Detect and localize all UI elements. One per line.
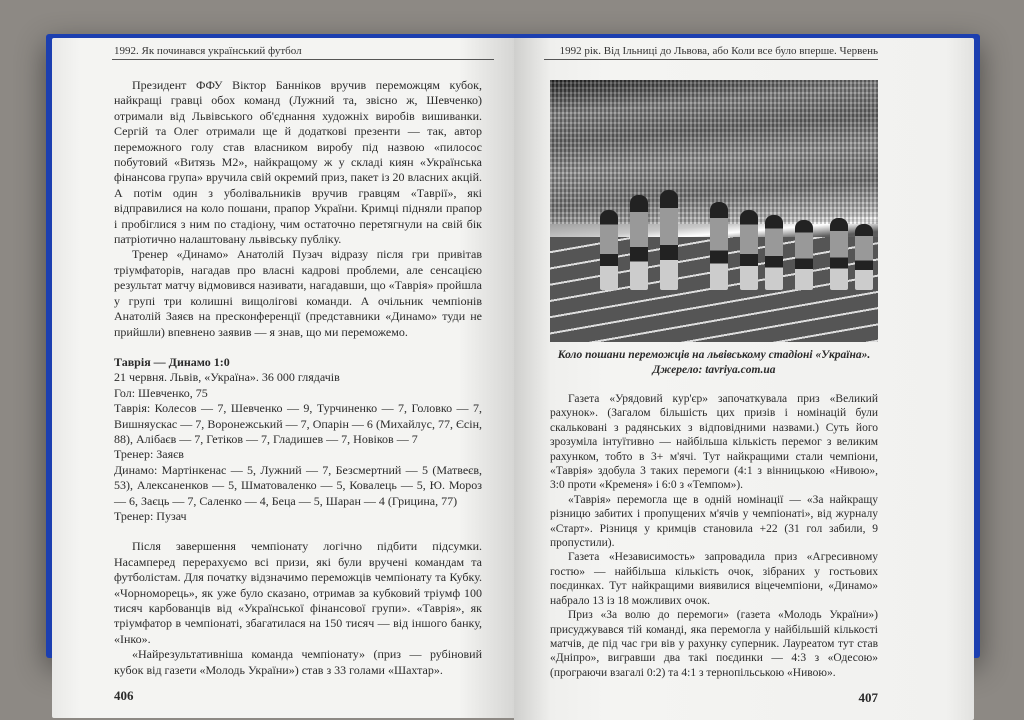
body-text — [114, 78, 482, 678]
paragraph: Газета «Урядовий кур'єр» започаткувала приз «Великий рахунок». (Загалом більшість цих призів і номінацій були скальковані з радянських з відповідними назвами.) Суть його зрозуміла інтуїтивно — найбільша кількість перемог з великим рахунком, тобто в 3+ м'ячі. Тут найкращими стали чемпіони, «Таврія» здобула 3 таких перемоги (4:1 з вінницькою «Нивою», 3:0 проти «Кременя» і 6:0 з «Темпом»). — [550, 393, 878, 492]
paragraph: «Найрезультативніша команда чемпіонату» (приз — рубіновий кубок від газети «Молодь України») став з 33 голами «Шахтар». — [114, 647, 482, 677]
left-page — [52, 38, 514, 718]
photo-caption — [550, 348, 878, 378]
paragraph: Приз «За волю до перемоги» (газета «Молодь України») присуджувався тій команді, яка перемогла у найбільшій кількості матчів, де під час гри вів у рахунку суперник. Лауреатом тут став «Дніпро», вигравши два такі поєдинки — 4:3 з «Одесою» (програючи взагалі 0:2) та 4:1 з тернопільською «Нивою». — [550, 609, 878, 679]
match-line: Гол: Шевченко, 75 — [114, 385, 208, 400]
paragraph: «Таврія» перемогла ще в одній номінації — «За найкращу різницю забитих і пропущених м'ячів у чемпіонаті», від журналу «Старт». Різниця у кримців становила +22 (31 гол забили, 9 пропустили). — [550, 493, 878, 550]
page-number: 407 — [858, 690, 878, 706]
paragraph: Після завершення чемпіонату логічно підбити підсумки. Насамперед перерахуємо всі призи, які були вручені командам та футболістам. Для початку відзначимо переможців чемпіонату та Кубку. «Чорноморець», як уже було сказано, отримав за кубковий тріумф 100 тисяч карбованців від «Української фінансової групи». «Таврія», як тріумфатор в чемпіонаті, збагатилася на 150 тисяч — від іншого банку, «Інко». — [114, 539, 482, 646]
paragraph: Президент ФФУ Віктор Банніков вручив переможцям кубок, найкращі гравці обох команд (Лужний та, звісно ж, Шевченко) отримали від Львівського об'єднання художніх виробів вишиванки. Сергій та Олег отримали ще й додаткові презенти — так, автор переможного голу став власником виробу під назвою «пилосос побутовий «Витязь М2», найкращому ж у складі киян «Українська фінансова група» вручила свій окремий приз, пакет із 20 власних акцій. А потім один з уболівальників вручив гравцям «Таврії», які відправилися на коло пошани, прапор України. Кримці підняли прапор і пробіглися з ним по стадіону, чим остаточно перетягнули на свій бік патріотично налаштовану львівську публіку. — [114, 78, 482, 247]
match-line: Тренер: Заяєв — [114, 447, 184, 462]
stadium-photo — [550, 80, 878, 342]
caption-line: Коло пошани переможців на львівському стадіоні «Україна». — [557, 349, 871, 361]
header-rule — [544, 59, 878, 60]
right-page — [514, 38, 974, 720]
match-line: 21 червня. Львів, «Україна». 36 000 глядачів — [114, 370, 340, 385]
header-rule — [112, 59, 494, 60]
match-line: Тренер: Пузач — [114, 508, 187, 523]
body-text — [550, 392, 878, 680]
match-line: Динамо: Мартінкенас — 5, Лужний — 7, Безсмертний — 5 (Матвеєв, 53), Алексаненков — 5, Шматоваленко — 5, Ковалець — 5, Ю. Мороз — 6, Заєць — 7, Саленко — 4, Беца — 5, Шаран — 4 (Грицина, 77) — [114, 462, 482, 508]
paragraph: Тренер «Динамо» Анатолій Пузач відразу після гри привітав тріумфаторів, нагадав про власні кадрові проблеми, але сенсацією результат матчу відмовився називати, нагадавши, що «Таврія» пройшла у групі три колишні вищолігові команди. А очільник чемпіонів Анатолій Заяєв на пресконференції (представники «Динамо» туди не прийшли) впевнено заявив — я знав, що ми переможемо. — [114, 247, 482, 339]
paragraph: Газета «Независимость» запровадила приз «Агресивному гостю» — найбільша кількість очок, зібраних у гостьових поєдинках. Тут найкращими виявилися віцечемпіони, «Динамо» набрало 13 із 18 можливих очок. — [550, 551, 878, 607]
page-number: 406 — [114, 688, 134, 704]
match-title: Таврія — Динамо 1:0 — [114, 354, 230, 369]
match-line: Таврія: Колесов — 7, Шевченко — 9, Турчиненко — 7, Головко — 7, Вишняускас — 7, Воронежський — 7, Опарін — 6 (Михайлус, 77, Єсін, 88), Алібаєв — 7, Гетіков — 7, Гладишев — 7, Новіков — 7 — [114, 401, 482, 446]
caption-source: Джерело: tavriya.com.ua — [652, 364, 776, 376]
running-head: 1992. Як починався український футбол — [114, 45, 302, 57]
running-head: 1992 рік. Від Ільниці до Львова, або Коли все було вперше. Червень — [559, 45, 878, 57]
